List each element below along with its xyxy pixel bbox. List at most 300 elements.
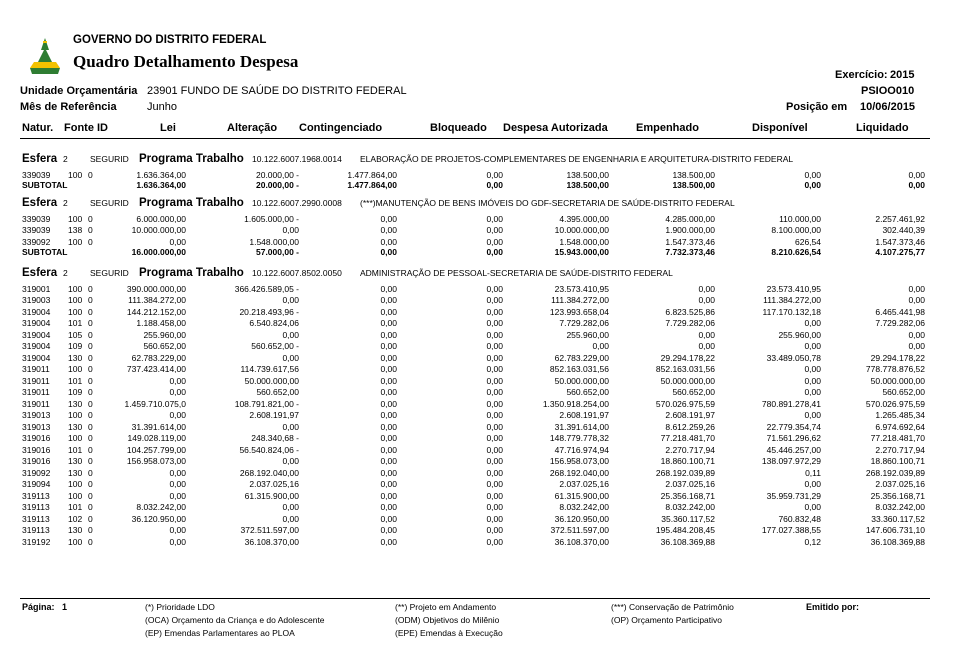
- cell-natur: 339092: [22, 236, 51, 247]
- cell-bloqueado: 0,00: [486, 490, 503, 501]
- posicao-value: 10/06/2015: [860, 101, 916, 113]
- cell-alteracao: 268.192.040,00: [239, 467, 299, 478]
- cell-empenhado: 0,00: [698, 341, 715, 351]
- cell-fonte: 100: [68, 283, 83, 294]
- col-bloqueado: Bloqueado: [430, 122, 487, 134]
- cell-id: 0: [88, 387, 93, 397]
- cell-disponivel: 35.959.731,29: [766, 490, 821, 501]
- cell-empenhado: 852.163.031,56: [655, 364, 715, 374]
- cell-empenhado: 29.294.178,22: [660, 352, 715, 363]
- col-disponivel: Disponível: [752, 122, 808, 134]
- cell-fonte: 100: [68, 213, 83, 224]
- cell-fonte: 100: [68, 364, 83, 374]
- cell-alteracao: 0,00: [282, 295, 299, 305]
- cell-empenhado: 77.218.481,70: [660, 433, 715, 443]
- footer-divider: [20, 598, 930, 599]
- cell-fonte: 109: [68, 387, 83, 397]
- esfera-number: 2: [63, 154, 68, 164]
- cell-lei: 0,00: [169, 467, 186, 478]
- subtotal-empenhado: 138.500,00: [672, 179, 715, 190]
- cell-empenhado: 0,00: [698, 329, 715, 340]
- section-header: [0, 266, 964, 280]
- cell-bloqueado: 0,00: [486, 236, 503, 247]
- cell-empenhado: 35.360.117,52: [661, 513, 715, 524]
- cell-empenhado: 2.608.191,97: [665, 410, 715, 420]
- cell-bloqueado: 0,00: [486, 341, 503, 351]
- cell-empenhado: 50.000.000,00: [660, 375, 715, 386]
- cell-empenhado: 560.652,00: [672, 387, 715, 397]
- cell-despesa-autorizada: 138.500,00: [566, 169, 609, 180]
- subtotal-row: [0, 247, 964, 258]
- cell-natur: 319004: [22, 318, 51, 328]
- cell-empenhado: 8.032.242,00: [665, 502, 715, 512]
- subtotal-bloqueado: 0,00: [486, 246, 503, 257]
- cell-liquidado: 147.606.731,10: [865, 525, 925, 535]
- cell-natur: 319004: [22, 341, 51, 351]
- cell-lei: 1.636.364,00: [136, 169, 186, 180]
- cell-despesa-autorizada: 61.315.900,00: [554, 490, 609, 501]
- subtotal-alteracao: 57.000,00 -: [255, 246, 299, 257]
- cell-fonte: 130: [68, 352, 83, 363]
- cell-empenhado: 1.900.000,00: [665, 225, 715, 235]
- cell-natur: 319011: [22, 375, 50, 386]
- cell-liquidado: 50.000.000,00: [870, 375, 925, 386]
- col-contingenciado: Contingenciado: [299, 122, 383, 134]
- cell-alteracao: 248.340,68 -: [251, 433, 299, 443]
- seguridade-code: SEGURID: [90, 268, 129, 278]
- cell-fonte: 100: [68, 236, 83, 247]
- cell-id: 0: [88, 283, 93, 294]
- cell-alteracao: 1.548.000,00: [249, 236, 299, 247]
- cell-bloqueado: 0,00: [486, 398, 503, 409]
- cell-id: 0: [88, 295, 93, 305]
- cell-lei: 0,00: [169, 375, 186, 386]
- cell-liquidado: 2.037.025,16: [875, 479, 925, 489]
- cell-alteracao: 36.108.370,00: [244, 536, 299, 547]
- cell-natur: 319013: [22, 410, 51, 420]
- cell-disponivel: 111.384.272,00: [763, 295, 821, 305]
- cell-id: 0: [88, 513, 93, 524]
- table-row: [0, 295, 964, 306]
- cell-natur: 319113: [22, 525, 50, 535]
- programa-label: Programa Trabalho: [139, 197, 244, 209]
- esfera-label: Esfera: [22, 267, 58, 279]
- cell-natur: 339039: [22, 213, 51, 224]
- cell-liquidado: 7.729.282,06: [875, 318, 925, 328]
- subtotal-contingenciado: 1.477.864,00: [347, 179, 397, 190]
- cell-id: 0: [88, 318, 93, 328]
- cell-contingenciado: 0,00: [380, 295, 397, 305]
- cell-fonte: 138: [68, 225, 83, 235]
- cell-bloqueado: 0,00: [486, 444, 503, 455]
- cell-alteracao: 1.605.000,00 -: [244, 213, 299, 224]
- unidade-value: 23901 FUNDO DE SAÚDE DO DISTRITO FEDERAL: [147, 85, 407, 97]
- cell-empenhado: 195.484.208,45: [655, 525, 715, 535]
- exercicio-value: 2015: [890, 69, 915, 81]
- cell-empenhado: 36.108.369,88: [660, 536, 715, 547]
- cell-despesa-autorizada: 36.120.950,00: [554, 513, 609, 524]
- cell-empenhado: 8.612.259,26: [665, 421, 715, 432]
- cell-disponivel: 0,12: [804, 536, 821, 547]
- cell-liquidado: 302.440,39: [882, 225, 925, 235]
- cell-disponivel: 0,00: [804, 375, 821, 386]
- cell-fonte: 101: [68, 502, 83, 512]
- cell-contingenciado: 0,00: [380, 375, 397, 386]
- cell-natur: 319192: [22, 536, 51, 547]
- cell-liquidado: 0,00: [908, 295, 925, 305]
- cell-bloqueado: 0,00: [486, 213, 503, 224]
- cell-alteracao: 0,00: [282, 502, 299, 512]
- subtotal-disponivel: 0,00: [804, 179, 821, 190]
- cell-alteracao: 114.739.617,56: [240, 364, 299, 374]
- cell-alteracao: 20.218.493,96 -: [239, 306, 299, 317]
- cell-lei: 31.391.614,00: [131, 421, 186, 432]
- cell-liquidado: 29.294.178,22: [870, 352, 925, 363]
- cell-empenhado: 7.729.282,06: [665, 318, 715, 328]
- cell-liquidado: 77.218.481,70: [870, 433, 925, 443]
- seguridade-code: SEGURID: [90, 198, 129, 208]
- cell-contingenciado: 0,00: [380, 329, 397, 340]
- table-row: [0, 330, 964, 341]
- cell-alteracao: 0,00: [282, 421, 299, 432]
- subtotal-natur: SUBTOTAL: [22, 246, 68, 257]
- cell-lei: 156.958.073,00: [126, 456, 186, 466]
- cell-lei: 0,00: [169, 410, 186, 420]
- cell-lei: 0,00: [169, 536, 186, 547]
- cell-id: 0: [88, 213, 93, 224]
- subtotal-despesa-autorizada: 138.500,00: [566, 179, 609, 190]
- table-row: [0, 468, 964, 479]
- cell-id: 0: [88, 329, 93, 340]
- cell-contingenciado: 0,00: [380, 225, 397, 235]
- cell-contingenciado: 0,00: [380, 433, 397, 443]
- cell-empenhado: 0,00: [698, 283, 715, 294]
- section-header: [0, 196, 964, 210]
- programa-description: ADMINISTRAÇÃO DE PESSOAL-SECRETARIA DE SAÚDE-DISTRITO FEDERAL: [360, 268, 673, 278]
- cell-despesa-autorizada: 47.716.974,94: [554, 444, 609, 455]
- table-row: [0, 341, 964, 352]
- cell-liquidado: 1.547.373,46: [875, 236, 925, 247]
- table-row: [0, 353, 964, 364]
- table-row: [0, 525, 964, 536]
- cell-empenhado: 2.037.025,16: [665, 479, 715, 489]
- table-row: [0, 387, 964, 398]
- cell-liquidado: 25.356.168,71: [870, 490, 925, 501]
- cell-fonte: 101: [68, 444, 83, 455]
- cell-fonte: 105: [68, 329, 83, 340]
- cell-bloqueado: 0,00: [486, 536, 503, 547]
- cell-id: 0: [88, 352, 93, 363]
- subtotal-lei: 16.000.000,00: [131, 246, 186, 257]
- cell-lei: 8.032.242,00: [136, 502, 186, 512]
- cell-contingenciado: 1.477.864,00: [347, 169, 397, 180]
- cell-natur: 319011: [22, 364, 50, 374]
- cell-alteracao: 560.652,00 -: [251, 341, 299, 351]
- cell-despesa-autorizada: 560.652,00: [566, 387, 609, 397]
- cell-alteracao: 6.540.824,06: [249, 318, 299, 328]
- cell-natur: 319004: [22, 329, 51, 340]
- cell-id: 0: [88, 525, 93, 535]
- cell-natur: 319011: [22, 387, 50, 397]
- cell-liquidado: 8.032.242,00: [875, 502, 925, 512]
- cell-despesa-autorizada: 50.000.000,00: [554, 375, 609, 386]
- cell-disponivel: 8.100.000,00: [771, 225, 821, 235]
- cell-bloqueado: 0,00: [486, 467, 503, 478]
- cell-id: 0: [88, 169, 93, 180]
- cell-contingenciado: 0,00: [380, 283, 397, 294]
- cell-disponivel: 71.561.296,62: [766, 433, 821, 443]
- cell-lei: 390.000.000,00: [126, 283, 186, 294]
- cell-contingenciado: 0,00: [380, 421, 397, 432]
- subtotal-despesa-autorizada: 15.943.000,00: [554, 246, 609, 257]
- gdf-emblem-icon: [28, 38, 62, 76]
- cell-despesa-autorizada: 148.779.778,32: [549, 433, 609, 443]
- cell-alteracao: 56.540.824,06 -: [239, 444, 299, 455]
- cell-natur: 319092: [22, 467, 51, 478]
- cell-lei: 1.459.710.075,0: [124, 398, 186, 409]
- cell-bloqueado: 0,00: [486, 421, 503, 432]
- cell-fonte: 130: [68, 398, 83, 409]
- cell-disponivel: 0,00: [804, 341, 821, 351]
- cell-despesa-autorizada: 7.729.282,06: [559, 318, 609, 328]
- cell-despesa-autorizada: 62.783.229,00: [554, 352, 609, 363]
- table-row: [0, 214, 964, 225]
- cell-alteracao: 2.037.025,16: [249, 479, 299, 489]
- cell-lei: 0,00: [169, 479, 186, 489]
- cell-liquidado: 6.465.441,98: [875, 306, 925, 317]
- cell-liquidado: 6.974.692,64: [875, 421, 925, 432]
- cell-natur: 319113: [22, 513, 50, 524]
- cell-id: 0: [88, 306, 93, 317]
- cell-fonte: 102: [68, 513, 83, 524]
- cell-lei: 560.652,00: [143, 341, 186, 351]
- cell-lei: 0,00: [169, 236, 186, 247]
- cell-natur: 319013: [22, 421, 51, 432]
- cell-fonte: 130: [68, 467, 83, 478]
- cell-id: 0: [88, 456, 93, 466]
- cell-fonte: 100: [68, 479, 83, 489]
- cell-empenhado: 0,00: [698, 295, 715, 305]
- cell-despesa-autorizada: 2.037.025,16: [559, 479, 609, 489]
- cell-disponivel: 780.891.278,41: [761, 398, 821, 409]
- cell-disponivel: 255.960,00: [778, 329, 821, 340]
- subtotal-disponivel: 8.210.626,54: [771, 246, 821, 257]
- cell-despesa-autorizada: 852.163.031,56: [549, 364, 609, 374]
- cell-contingenciado: 0,00: [380, 502, 397, 512]
- table-row: [0, 422, 964, 433]
- cell-contingenciado: 0,00: [380, 467, 397, 478]
- cell-bloqueado: 0,00: [486, 479, 503, 489]
- cell-fonte: 109: [68, 341, 83, 351]
- pagina-label: Página:: [22, 602, 55, 612]
- cell-lei: 149.028.119,00: [127, 433, 186, 443]
- table-row: [0, 491, 964, 502]
- cell-bloqueado: 0,00: [486, 352, 503, 363]
- section-header: [0, 152, 964, 166]
- cell-alteracao: 0,00: [282, 329, 299, 340]
- cell-despesa-autorizada: 8.032.242,00: [559, 502, 609, 512]
- cell-disponivel: 45.446.257,00: [766, 444, 821, 455]
- cell-despesa-autorizada: 255.960,00: [566, 329, 609, 340]
- cell-natur: 319113: [22, 490, 50, 501]
- cell-bloqueado: 0,00: [486, 433, 503, 443]
- cell-id: 0: [88, 341, 93, 351]
- cell-disponivel: 0,00: [804, 169, 821, 180]
- cell-alteracao: 0,00: [282, 225, 299, 235]
- table-row: [0, 502, 964, 513]
- cell-despesa-autorizada: 31.391.614,00: [554, 421, 609, 432]
- table-row: [0, 284, 964, 295]
- cell-disponivel: 0,00: [804, 387, 821, 397]
- cell-fonte: 101: [68, 318, 83, 328]
- mes-value: Junho: [147, 101, 177, 113]
- cell-empenhado: 25.356.168,71: [660, 490, 715, 501]
- cell-disponivel: 0,00: [804, 318, 821, 328]
- cell-contingenciado: 0,00: [380, 513, 397, 524]
- org-name: GOVERNO DO DISTRITO FEDERAL: [73, 34, 267, 46]
- esfera-number: 2: [63, 198, 68, 208]
- cell-disponivel: 138.097.972,29: [761, 456, 821, 466]
- subtotal-empenhado: 7.732.373,46: [665, 246, 715, 257]
- cell-liquidado: 36.108.369,88: [870, 536, 925, 547]
- cell-id: 0: [88, 444, 93, 455]
- cell-natur: 339039: [22, 225, 51, 235]
- cell-disponivel: 626,54: [795, 236, 821, 247]
- cell-id: 0: [88, 225, 93, 235]
- cell-liquidado: 268.192.039,89: [865, 467, 925, 478]
- subtotal-liquidado: 0,00: [908, 179, 925, 190]
- cell-liquidado: 0,00: [908, 169, 925, 180]
- cell-id: 0: [88, 433, 93, 443]
- cell-bloqueado: 0,00: [486, 513, 503, 524]
- cell-id: 0: [88, 502, 93, 512]
- cell-disponivel: 33.489.050,78: [766, 352, 821, 363]
- col-fonte-id: Fonte ID: [64, 122, 108, 134]
- cell-bloqueado: 0,00: [486, 225, 503, 235]
- cell-natur: 319016: [22, 456, 51, 466]
- cell-id: 0: [88, 490, 93, 501]
- cell-bloqueado: 0,00: [486, 283, 503, 294]
- exercicio-label: Exercício:: [835, 69, 888, 81]
- cell-lei: 144.212.152,00: [126, 306, 186, 317]
- cell-liquidado: 560.652,00: [882, 387, 925, 397]
- cell-liquidado: 1.265.485,34: [875, 410, 925, 420]
- cell-lei: 36.120.950,00: [131, 513, 186, 524]
- subtotal-bloqueado: 0,00: [486, 179, 503, 190]
- programa-code: 10.122.6007.1968.0014: [252, 154, 342, 164]
- cell-natur: 319011: [22, 398, 50, 409]
- cell-despesa-autorizada: 1.350.918.254,00: [542, 398, 609, 409]
- cell-id: 0: [88, 467, 93, 478]
- cell-despesa-autorizada: 111.384.272,00: [551, 295, 609, 305]
- table-row: [0, 318, 964, 329]
- cell-fonte: 130: [68, 421, 83, 432]
- report-title: Quadro Detalhamento Despesa: [73, 52, 299, 71]
- esfera-number: 2: [63, 268, 68, 278]
- cell-liquidado: 570.026.975,59: [865, 398, 925, 409]
- cell-bloqueado: 0,00: [486, 318, 503, 328]
- cell-contingenciado: 0,00: [380, 536, 397, 547]
- subtotal-contingenciado: 0,00: [380, 246, 397, 257]
- cell-alteracao: 108.791.821,00 -: [234, 398, 299, 409]
- subtotal-lei: 1.636.364,00: [136, 179, 186, 190]
- header-divider: [20, 138, 930, 139]
- cell-liquidado: 0,00: [908, 329, 925, 340]
- cell-empenhado: 18.860.100,71: [660, 456, 715, 466]
- cell-lei: 6.000.000,00: [136, 213, 186, 224]
- unidade-label: Unidade Orçamentária: [20, 85, 138, 97]
- cell-despesa-autorizada: 0,00: [592, 341, 609, 351]
- legend-item: (ODM) Objetivos do Milênio: [395, 615, 500, 625]
- cell-fonte: 100: [68, 295, 83, 305]
- cell-despesa-autorizada: 36.108.370,00: [554, 536, 609, 547]
- legend-item: (*) Prioridade LDO: [145, 602, 215, 612]
- cell-alteracao: 61.315.900,00: [244, 490, 299, 501]
- cell-natur: 319003: [22, 295, 51, 305]
- programa-code: 10.122.6007.8502.0050: [252, 268, 342, 278]
- col-empenhado: Empenhado: [636, 122, 699, 134]
- cell-despesa-autorizada: 156.958.073,00: [549, 456, 609, 466]
- cell-id: 0: [88, 479, 93, 489]
- table-row: [0, 410, 964, 421]
- table-row: [0, 399, 964, 410]
- cell-lei: 10.000.000,00: [131, 225, 186, 235]
- programa-code: 10.122.6007.2990.0008: [252, 198, 342, 208]
- table-row: [0, 514, 964, 525]
- cell-disponivel: 0,00: [804, 410, 821, 420]
- col-lei: Lei: [160, 122, 176, 134]
- cell-fonte: 130: [68, 456, 83, 466]
- cell-id: 0: [88, 536, 93, 547]
- cell-fonte: 100: [68, 169, 83, 180]
- legend-item: (***) Conservação de Patrimônio: [611, 602, 734, 612]
- cell-natur: 319001: [22, 283, 51, 294]
- cell-alteracao: 0,00: [282, 513, 299, 524]
- cell-liquidado: 0,00: [908, 341, 925, 351]
- cell-alteracao: 560.652,00: [256, 387, 299, 397]
- cell-fonte: 100: [68, 490, 83, 501]
- cell-bloqueado: 0,00: [486, 375, 503, 386]
- cell-contingenciado: 0,00: [380, 341, 397, 351]
- table-row: [0, 307, 964, 318]
- legend-item: (**) Projeto em Andamento: [395, 602, 497, 612]
- cell-contingenciado: 0,00: [380, 398, 397, 409]
- cell-id: 0: [88, 364, 93, 374]
- subtotal-alteracao: 20.000,00 -: [255, 179, 299, 190]
- emitido-label: Emitido por:: [806, 602, 859, 612]
- cell-contingenciado: 0,00: [380, 318, 397, 328]
- cell-despesa-autorizada: 372.511.597,00: [550, 525, 609, 535]
- cell-contingenciado: 0,00: [380, 525, 397, 535]
- cell-bloqueado: 0,00: [486, 387, 503, 397]
- cell-lei: 1.188.458,00: [136, 318, 186, 328]
- cell-liquidado: 2.257.461,92: [875, 213, 925, 224]
- cell-contingenciado: 0,00: [380, 236, 397, 247]
- cell-bloqueado: 0,00: [486, 364, 503, 374]
- cell-lei: 255.960,00: [143, 329, 186, 340]
- cell-despesa-autorizada: 4.395.000,00: [559, 213, 609, 224]
- cell-contingenciado: 0,00: [380, 456, 397, 466]
- cell-empenhado: 6.823.525,86: [665, 306, 715, 317]
- cell-bloqueado: 0,00: [486, 169, 503, 180]
- cell-lei: 0,00: [169, 490, 186, 501]
- cell-disponivel: 177.027.388,55: [761, 525, 821, 535]
- cell-liquidado: 2.270.717,94: [875, 444, 925, 455]
- cell-disponivel: 760.832,48: [778, 513, 821, 524]
- cell-lei: 0,00: [169, 387, 186, 397]
- table-row: [0, 445, 964, 456]
- subtotal-liquidado: 4.107.275,77: [875, 246, 925, 257]
